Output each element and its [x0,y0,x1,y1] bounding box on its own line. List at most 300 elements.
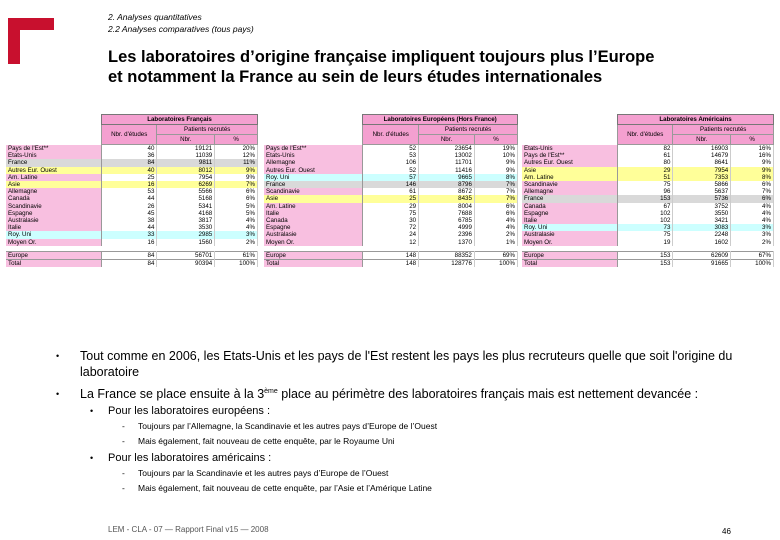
row-pct: 4% [731,210,774,217]
row-patients: 16903 [673,145,731,153]
table-row [264,210,518,217]
bullet-dash: - [122,436,125,446]
row-patients: 3083 [673,224,731,231]
row-country: Moyen Or. [6,239,102,246]
row-etudes: 33 [102,231,157,238]
row-pct: 7% [731,188,774,195]
table-row [264,239,518,246]
row-pct: 2% [215,239,258,246]
row-patients: 11416 [419,167,475,174]
row-etudes: 80 [618,159,673,166]
row-country: Espagne [6,210,102,217]
table-row [522,231,774,238]
total-etudes: 148 [363,260,419,268]
row-etudes: 96 [618,188,673,195]
table-row [264,152,518,159]
row-pct: 6% [474,203,517,210]
row-country: Asie [522,167,618,174]
row-etudes: 72 [363,224,419,231]
table-header: Laboratoires Français [102,115,258,125]
total-etudes: 148 [363,251,419,259]
row-country: France [522,195,618,202]
row-pct: 8% [731,174,774,181]
table-row [6,145,258,153]
table-row [6,239,258,246]
row-country: Moyen Or. [264,239,363,246]
row-patients: 2985 [157,231,215,238]
row-etudes: 53 [102,188,157,195]
row-patients: 7954 [673,167,731,174]
total-row [522,260,774,268]
total-label: Total [6,260,102,268]
row-country: Etats-Unis [522,145,618,153]
row-pct: 9% [215,167,258,174]
row-pct: 19% [474,145,517,153]
row-country: Am. Latine [6,174,102,181]
row-patients: 2248 [673,231,731,238]
table-row [6,231,258,238]
header-spacer [6,135,102,145]
row-country: Moyen Or. [522,239,618,246]
row-patients: 5866 [673,181,731,188]
row-patients: 3530 [157,224,215,231]
header-spacer [264,135,363,145]
row-pct: 5% [215,210,258,217]
bullet-2a-2-text: Mais également, fait nouveau de cette enquête, par le Royaume Uni [138,436,395,446]
table-row [6,195,258,202]
row-country: Italie [6,224,102,231]
row-country: Autres Eur. Ouest [522,159,618,166]
row-country: Australasie [264,231,363,238]
bullet-2a-1-text: Toujours par l’Allemagne, la Scandinavie et les autres pays d’Europe de l’Ouest [138,421,438,431]
table-row [6,181,258,188]
total-patients: 91665 [673,260,731,268]
table-row [264,217,518,224]
row-patients: 5736 [673,195,731,202]
row-etudes: 24 [363,231,419,238]
total-etudes: 84 [102,260,157,268]
bullet-1-text: Tout comme en 2006, les Etats-Unis et les pays de l'Est restent les pays les plus recruteurs quelle que soit l'origine du laboratoire [80,349,733,379]
row-etudes: 61 [618,152,673,159]
table-row [6,159,258,166]
total-label: Europe [522,251,618,259]
row-etudes: 26 [102,203,157,210]
row-etudes: 40 [102,145,157,153]
total-row [264,251,518,259]
row-country: Italie [522,217,618,224]
bullet-list [56,348,756,502]
row-country: Roy. Uni [6,231,102,238]
table-row [522,167,774,174]
table-row [264,195,518,202]
row-country: Pays de l'Est** [522,152,618,159]
row-pct: 4% [215,224,258,231]
row-pct: 3% [731,224,774,231]
table-row [522,217,774,224]
row-pct: 6% [474,210,517,217]
col-header-patients: Patients recrutés [157,125,258,135]
total-patients: 128776 [419,260,475,268]
row-country: Etats-Unis [264,152,363,159]
page-number: 46 [722,527,731,536]
bullet-2b [56,451,756,466]
table-row [522,152,774,159]
row-etudes: 75 [618,231,673,238]
row-country: Roy. Uni [264,174,363,181]
row-etudes: 73 [618,224,673,231]
row-country: Am. Latine [264,203,363,210]
header-spacer [6,125,102,135]
bullet-2a-1 [56,419,756,434]
table-row [522,224,774,231]
bullet-2a-text: Pour les laboratoires européens : [108,405,271,417]
row-patients: 9665 [419,174,475,181]
row-patients: 11701 [419,159,475,166]
row-pct: 9% [731,159,774,166]
row-pct: 9% [474,159,517,166]
table-french-labs [6,114,258,267]
bullet-dash: - [122,421,125,431]
row-pct: 6% [215,195,258,202]
row-pct: 11% [215,159,258,166]
row-etudes: 146 [363,181,419,188]
table-row [264,188,518,195]
table-row [264,159,518,166]
row-patients: 5637 [673,188,731,195]
total-label: Total [522,260,618,268]
row-etudes: 57 [363,174,419,181]
table-row [264,231,518,238]
title-line-2: et notamment la France au sein de leurs études internationales [108,68,603,86]
breadcrumb-line-1: 2. Analyses quantitatives [108,12,202,22]
col-header-pct: % [731,135,774,145]
row-pct: 10% [474,152,517,159]
bullet-2b-1 [56,466,756,481]
breadcrumb-line-2: 2.2 Analyses comparatives (tous pays) [108,24,254,34]
row-country: Allemagne [522,188,618,195]
row-country: Autres Eur. Ouest [6,167,102,174]
row-country: Scandinavie [264,188,363,195]
row-pct: 9% [731,167,774,174]
bullet-dot: • [90,453,94,463]
row-patients: 8004 [419,203,475,210]
table-row [6,210,258,217]
row-patients: 5168 [157,195,215,202]
row-patients: 4168 [157,210,215,217]
table-row [264,224,518,231]
row-etudes: 52 [363,145,419,153]
row-patients: 3817 [157,217,215,224]
table-row [522,188,774,195]
table-row [522,181,774,188]
row-patients: 8435 [419,195,475,202]
row-pct: 5% [215,203,258,210]
row-country: Allemagne [264,159,363,166]
row-patients: 1560 [157,239,215,246]
row-patients: 23654 [419,145,475,153]
row-patients: 3550 [673,210,731,217]
total-patients: 88352 [419,251,475,259]
row-pct: 9% [474,167,517,174]
row-patients: 3752 [673,203,731,210]
total-etudes: 84 [102,251,157,259]
header-spacer [264,125,363,135]
row-country: Etats-Unis [6,152,102,159]
row-country: Australasie [6,217,102,224]
table-row [6,188,258,195]
row-country: France [264,181,363,188]
row-country: Canada [522,203,618,210]
row-country: Allemagne [6,188,102,195]
table-row [264,181,518,188]
table-row [264,167,518,174]
table-row [522,195,774,202]
row-pct: 20% [215,145,258,153]
total-label: Europe [264,251,363,259]
col-header-nbr: Nbr. [157,135,215,145]
total-row [6,251,258,259]
total-row [264,260,518,268]
col-header-nbr: Nbr. [673,135,731,145]
row-country: Australasie [522,231,618,238]
row-patients: 11039 [157,152,215,159]
row-pct: 2% [474,231,517,238]
row-patients: 13002 [419,152,475,159]
table-american-labs [522,114,774,267]
col-header-pct: % [215,135,258,145]
row-etudes: 67 [618,203,673,210]
row-etudes: 25 [363,195,419,202]
table-row [264,203,518,210]
footer-text: LEM - CLA - 07 — Rapport Final v15 — 2008 [108,525,269,534]
col-header-etudes: Nbr. d'études [363,125,419,145]
row-etudes: 38 [102,217,157,224]
total-row [6,260,258,268]
table-row [6,174,258,181]
row-etudes: 51 [618,174,673,181]
title-line-1: Les laboratoires d’origine française impliquent toujours plus l’Europe [108,48,655,66]
row-etudes: 29 [618,167,673,174]
table-row [522,210,774,217]
col-header-nbr: Nbr. [419,135,475,145]
bullet-2b-2-text: Mais également, fait nouveau de cette enquête, par l’Asie et l’Amérique Latine [138,483,432,493]
total-label: Europe [6,251,102,259]
row-country: Canada [6,195,102,202]
bullet-2-text-pre: La France se place ensuite à la 3 [80,387,265,401]
row-etudes: 25 [102,174,157,181]
row-pct: 7% [474,188,517,195]
table-row [6,167,258,174]
row-pct: 4% [731,217,774,224]
total-patients: 62609 [673,251,731,259]
row-patients: 8641 [673,159,731,166]
row-pct: 6% [731,181,774,188]
row-country: Am. Latine [522,174,618,181]
table-row [264,145,518,153]
total-etudes: 153 [618,260,673,268]
row-pct: 16% [731,145,774,153]
row-etudes: 12 [363,239,419,246]
row-country: Asie [264,195,363,202]
row-patients: 3421 [673,217,731,224]
total-pct: 67% [731,251,774,259]
total-pct: 61% [215,251,258,259]
row-patients: 5566 [157,188,215,195]
row-etudes: 102 [618,217,673,224]
company-logo [8,18,54,64]
row-patients: 8672 [419,188,475,195]
row-pct: 9% [215,174,258,181]
col-header-patients: Patients recrutés [419,125,518,135]
row-country: Pays de l'Est** [6,145,102,153]
table-row [522,159,774,166]
row-etudes: 44 [102,224,157,231]
bullet-2b-2 [56,481,756,496]
page-title [108,47,768,87]
row-pct: 2% [731,239,774,246]
row-pct: 12% [215,152,258,159]
row-etudes: 53 [363,152,419,159]
row-country: Italie [264,210,363,217]
table-row [6,224,258,231]
row-etudes: 84 [102,159,157,166]
row-etudes: 19 [618,239,673,246]
table-header: Laboratoires Européens (Hors France) [363,115,518,125]
header-spacer [264,115,363,125]
header-spacer [522,115,618,125]
table-row [522,239,774,246]
table-row [522,145,774,153]
row-country: France [6,159,102,166]
col-header-patients: Patients recrutés [673,125,774,135]
row-etudes: 75 [618,181,673,188]
row-patients: 14679 [673,152,731,159]
row-country: Scandinavie [522,181,618,188]
row-pct: 3% [731,231,774,238]
row-patients: 19121 [157,145,215,153]
table-row [522,174,774,181]
bullet-2b-text: Pour les laboratoires américains : [108,452,272,464]
row-pct: 7% [215,181,258,188]
table-row [522,203,774,210]
table-european-labs [264,114,518,267]
row-country: Roy. Uni [522,224,618,231]
row-country: Espagne [522,210,618,217]
row-pct: 4% [474,224,517,231]
total-pct: 69% [474,251,517,259]
row-etudes: 16 [102,239,157,246]
bullet-dash: - [122,483,125,493]
row-patients: 5341 [157,203,215,210]
table-header: Laboratoires Américains [618,115,774,125]
row-etudes: 44 [102,195,157,202]
header-spacer [522,125,618,135]
row-etudes: 153 [618,195,673,202]
bullet-dash: - [122,468,125,478]
row-country: Canada [264,217,363,224]
row-patients: 7954 [157,174,215,181]
row-patients: 8796 [419,181,475,188]
row-country: Pays de l'Est** [264,145,363,153]
row-etudes: 29 [363,203,419,210]
row-pct: 8% [474,174,517,181]
row-etudes: 61 [363,188,419,195]
row-patients: 2396 [419,231,475,238]
row-etudes: 52 [363,167,419,174]
row-patients: 1370 [419,239,475,246]
total-label: Total [264,260,363,268]
table-row [6,217,258,224]
row-etudes: 102 [618,210,673,217]
row-pct: 6% [215,188,258,195]
total-pct: 100% [731,260,774,268]
bullet-2 [56,386,756,496]
header-spacer [6,115,102,125]
total-pct: 100% [474,260,517,268]
bullet-1 [56,348,756,380]
row-etudes: 40 [102,167,157,174]
row-pct: 16% [731,152,774,159]
bullet-2-sup: ème [264,387,278,395]
row-patients: 9811 [157,159,215,166]
row-pct: 4% [731,203,774,210]
row-etudes: 106 [363,159,419,166]
bullet-dot: • [56,389,60,399]
row-pct: 6% [731,195,774,202]
bullet-2b-1-text: Toujours par la Scandinavie et les autres pays d’Europe de l’Ouest [138,468,389,478]
bullet-dot: • [90,406,94,416]
row-patients: 7353 [673,174,731,181]
row-etudes: 45 [102,210,157,217]
table-row [264,174,518,181]
row-patients: 4999 [419,224,475,231]
total-pct: 100% [215,260,258,268]
bullet-2-text-post: place au périmètre des laboratoires français mais est nettement devancée : [277,387,699,401]
total-patients: 56701 [157,251,215,259]
row-pct: 4% [474,217,517,224]
row-patients: 7688 [419,210,475,217]
table-row [6,203,258,210]
col-header-etudes: Nbr. d'études [102,125,157,145]
row-etudes: 75 [363,210,419,217]
row-country: Asie [6,181,102,188]
total-etudes: 153 [618,251,673,259]
row-patients: 6269 [157,181,215,188]
row-etudes: 30 [363,217,419,224]
total-row [522,251,774,259]
row-etudes: 16 [102,181,157,188]
row-pct: 4% [215,217,258,224]
breadcrumb [108,11,254,35]
row-patients: 6785 [419,217,475,224]
row-pct: 7% [474,181,517,188]
col-header-pct: % [474,135,517,145]
total-patients: 90394 [157,260,215,268]
bullet-dot: • [56,351,60,361]
row-pct: 7% [474,195,517,202]
row-pct: 1% [474,239,517,246]
row-pct: 3% [215,231,258,238]
bullet-2a [56,404,756,419]
bullet-2a-2 [56,434,756,449]
row-patients: 8012 [157,167,215,174]
col-header-etudes: Nbr. d'études [618,125,673,145]
row-country: Scandinavie [6,203,102,210]
row-country: Autres Eur. Ouest [264,167,363,174]
row-country: Espagne [264,224,363,231]
row-etudes: 36 [102,152,157,159]
header-spacer [522,135,618,145]
